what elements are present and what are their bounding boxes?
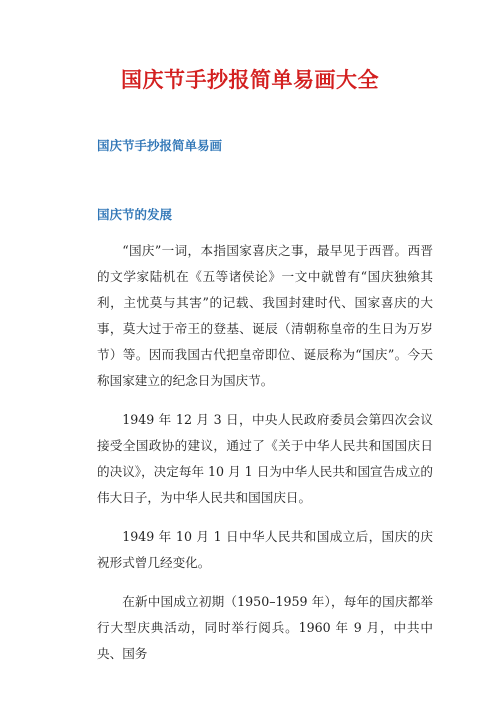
body-text bbox=[97, 238, 433, 680]
document-title: 国庆节手抄报简单易画大全 bbox=[121, 68, 379, 92]
paragraph: 1949 年 10 月 1 日中华人民共和国成立后，国庆的庆祝形式曾几经变化。 bbox=[97, 529, 433, 570]
paragraph: 1949 年 12 月 3 日，中央人民政府委员会第四次会议接受全国政协的建议，通过了《关于中华人民共和国国庆日的决议》，决定每年 10 月 1 日为中华人民共和国宣告成立的伟大日子，为中华人民共和国国庆日。 bbox=[97, 412, 434, 505]
section-heading: 国庆节的发展 bbox=[97, 207, 173, 222]
paragraph: “国庆”一词，本指国家喜庆之事，最早见于西晋。西晋的文学家陆机在《五等诸侯论》一文中就曾有“国庆独飨其利，主忧莫与其害”的记载、我国封建时代、国家喜庆的大事，莫大过于帝王的登基、诞辰（清朝称皇帝的生日为万岁节）等。因而我国古代把皇帝即位、诞辰称为“国庆”。今天称国家建立的纪念日为国庆节。 bbox=[97, 243, 433, 388]
document-subtitle: 国庆节手抄报简单易画 bbox=[97, 138, 223, 153]
paragraph: 在新中国成立初期（1950–1959 年），每年的国庆都举行大型庆典活动，同时举行阅兵。1960 年 9 月，中共中央、国务 bbox=[97, 594, 433, 661]
